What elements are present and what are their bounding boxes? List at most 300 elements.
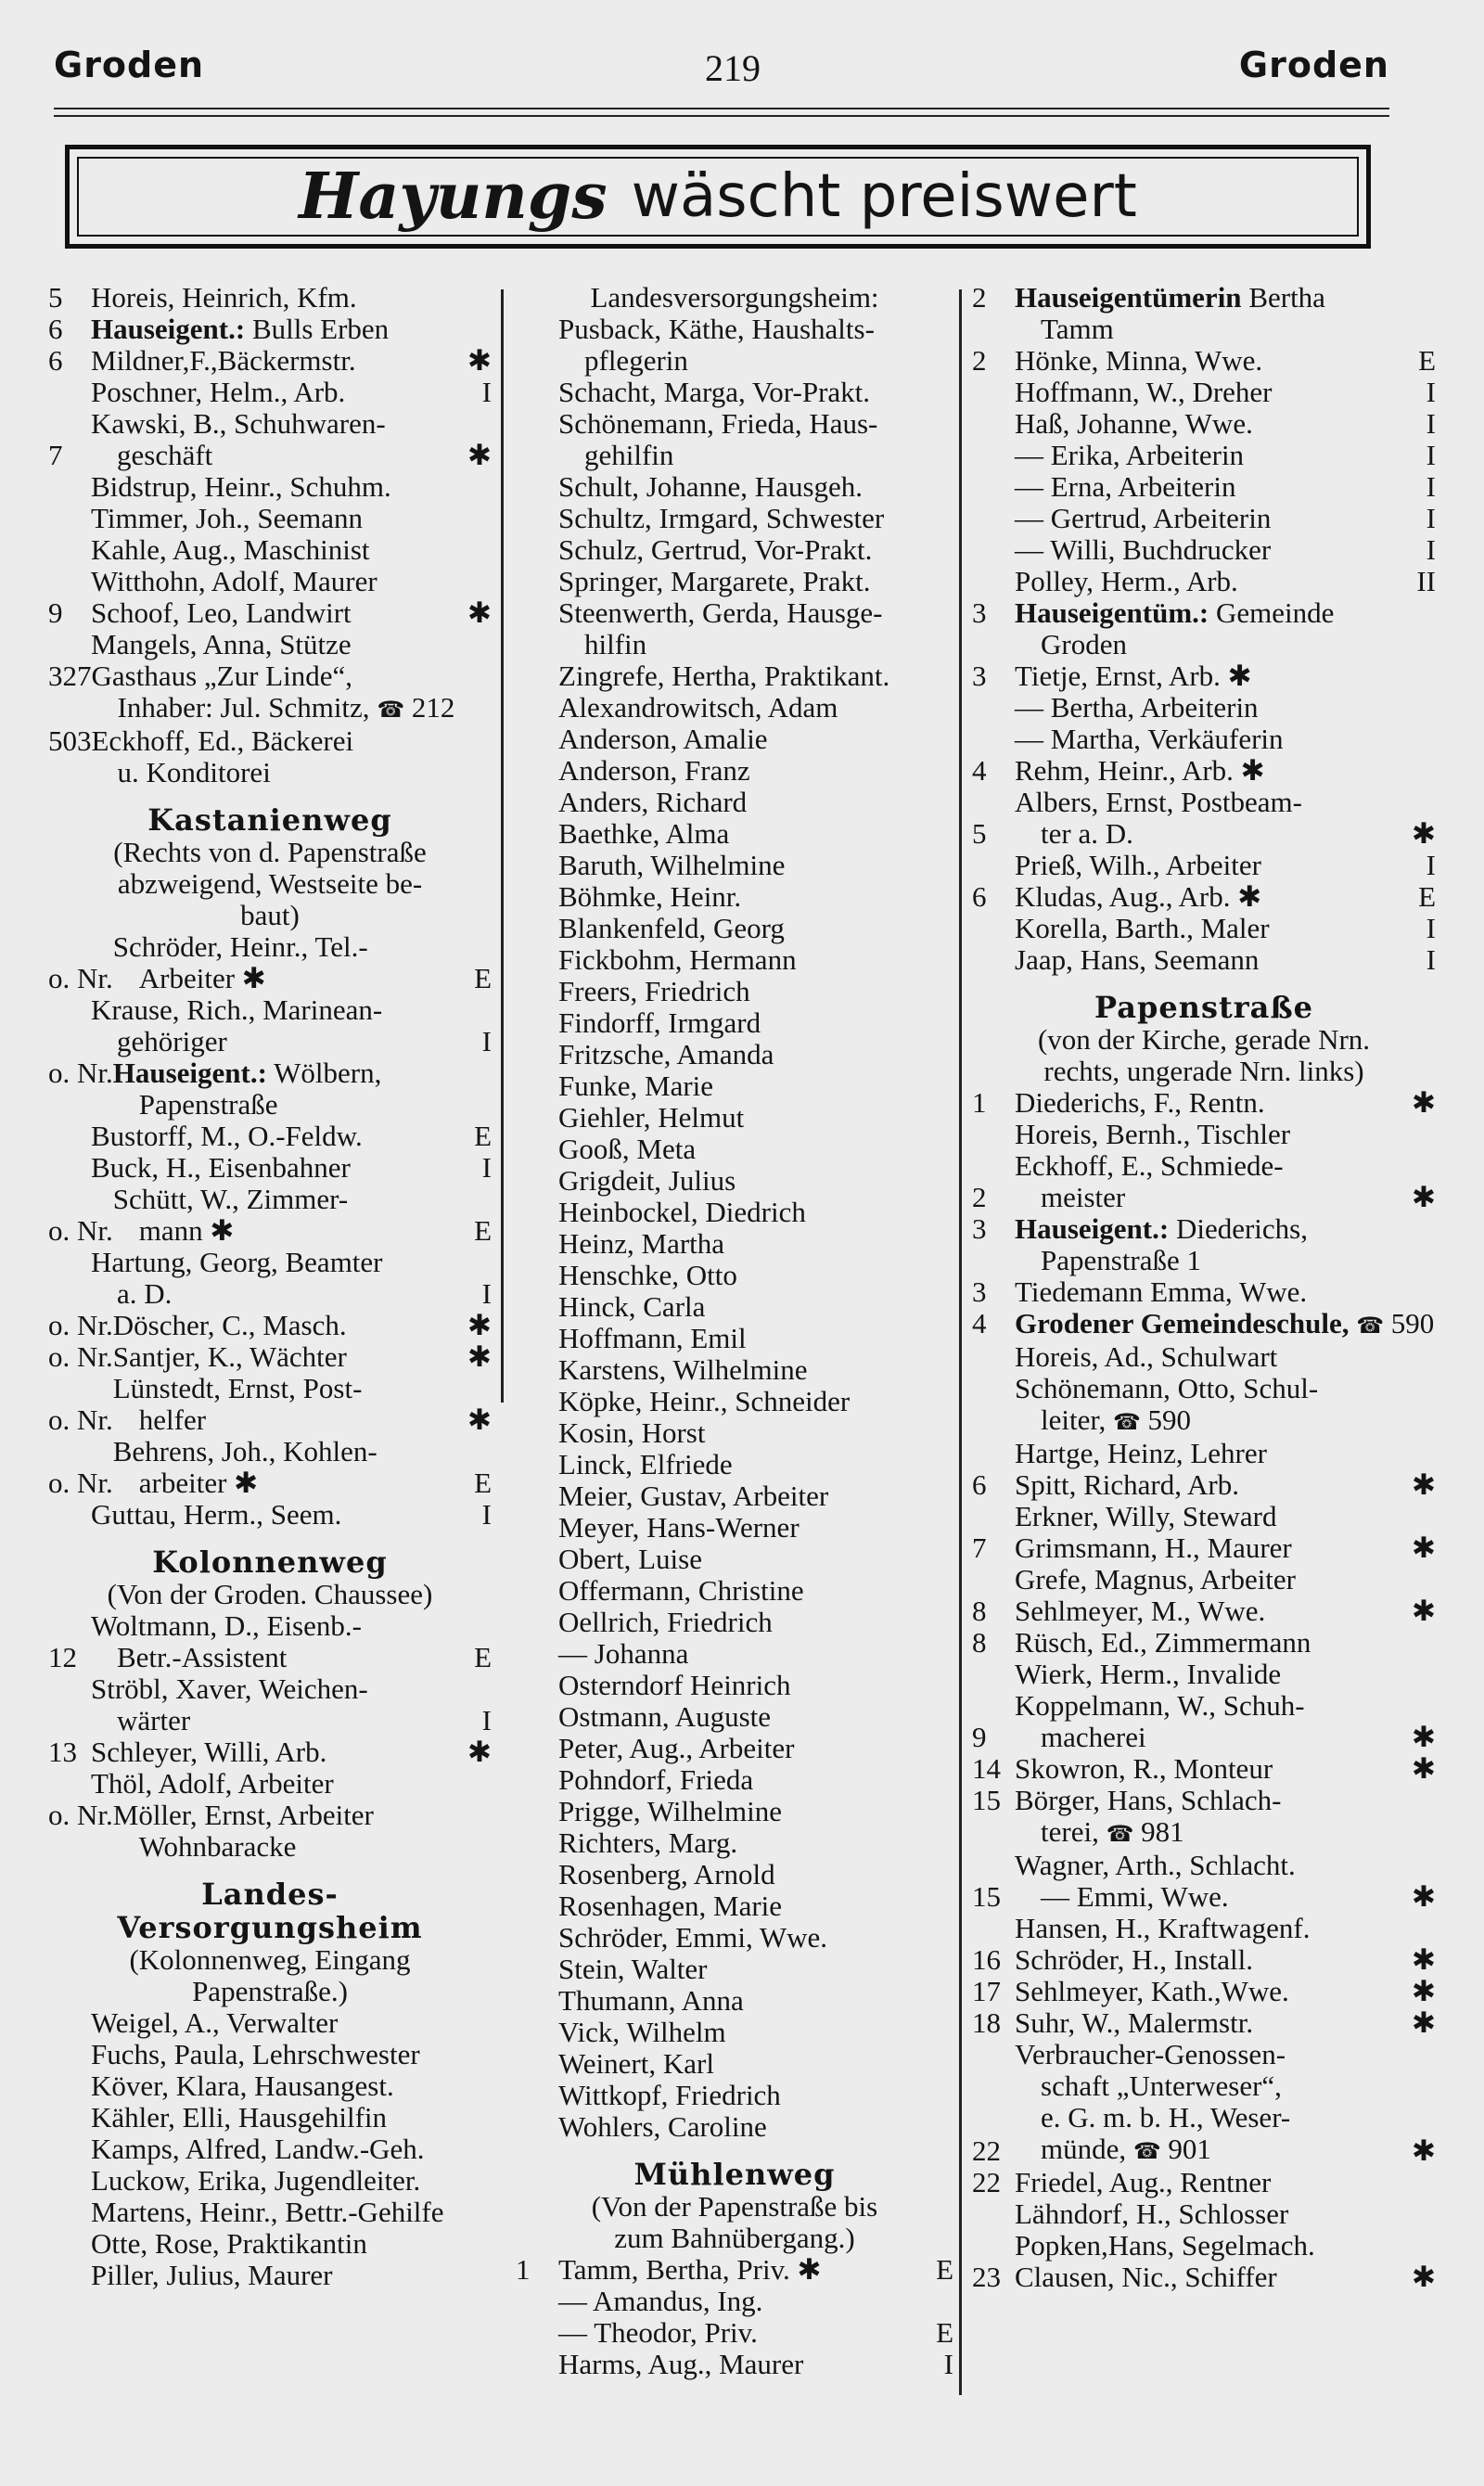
entry-line xyxy=(1015,724,1412,755)
entry-continuation xyxy=(1015,1881,1412,1913)
entry-line xyxy=(558,1859,929,1890)
house-number: 13 xyxy=(48,1736,77,1768)
entry-text xyxy=(91,2070,467,2102)
entry-continuation xyxy=(558,629,929,660)
directory-entry xyxy=(972,1976,1436,2007)
entry-marker: I xyxy=(481,1025,492,1057)
directory-entry xyxy=(516,944,953,976)
entry-marker: I xyxy=(481,376,492,408)
entry-text xyxy=(91,2165,467,2197)
entry-text xyxy=(1015,534,1412,566)
directory-entry xyxy=(972,1373,1436,1438)
entry-name: Pusback, Käthe, Haushalts- xyxy=(558,313,875,345)
house-number: o. Nr. xyxy=(48,1467,113,1499)
entry-continuation xyxy=(113,1089,467,1121)
entry-line xyxy=(558,1007,929,1039)
entry-text xyxy=(558,534,929,566)
entry-continuation xyxy=(558,345,929,377)
entry-line xyxy=(558,1512,929,1544)
entry-continuation xyxy=(91,1278,467,1310)
entry-text xyxy=(91,2134,467,2165)
entry-name: Horeis, Ad., Schulwart xyxy=(1015,1340,1278,1373)
directory-entry xyxy=(516,314,953,377)
entry-continuation xyxy=(1015,314,1412,345)
entry-line xyxy=(91,1768,467,1800)
entry-text xyxy=(91,2007,467,2039)
entry-bold-label: Hauseigent.: xyxy=(91,313,246,345)
entry-continuation-text: u. Konditorei xyxy=(117,756,271,788)
entry-text xyxy=(1015,724,1412,755)
entry-continuation xyxy=(1015,1245,1412,1276)
entry-line xyxy=(558,1670,929,1701)
entry-marker: ✱ xyxy=(467,439,492,471)
entry-line xyxy=(91,503,467,534)
entry-name: — Erika, Arbeiterin xyxy=(1015,439,1245,471)
entry-name: Springer, Margarete, Prakt. xyxy=(558,565,871,597)
entry-line xyxy=(1015,1659,1412,1690)
entry-text xyxy=(113,1341,467,1373)
advertisement-inner-frame xyxy=(77,157,1359,237)
entry-line xyxy=(558,850,929,881)
entry-text xyxy=(558,850,929,881)
directory-entry xyxy=(972,2039,1436,2167)
entry-text xyxy=(113,1373,467,1436)
entry-marker: ✱ xyxy=(1412,2006,1436,2039)
entry-line xyxy=(558,597,929,629)
entry-text xyxy=(91,1152,467,1184)
entry-continuation-text: geschäft xyxy=(117,439,213,471)
house-number: 9 xyxy=(972,1721,987,1753)
directory-entry xyxy=(972,913,1436,944)
entry-name: Kähler, Elli, Hausgehilfin xyxy=(91,2101,388,2134)
entry-text xyxy=(558,1544,929,1575)
entry-marker: I xyxy=(1426,849,1436,881)
entry-marker: I xyxy=(481,1151,492,1184)
entry-name: Martens, Heinr., Bettr.-Gehilfe xyxy=(91,2196,444,2228)
entry-line xyxy=(558,1323,929,1354)
entry-line xyxy=(1015,566,1412,597)
entry-name: Heinbockel, Diedrich xyxy=(558,1196,806,1228)
entry-name: Friedel, Aug., Rentner xyxy=(1015,2166,1272,2198)
entry-name: Hansen, H., Kraftwagenf. xyxy=(1015,1912,1311,1944)
entry-bold-label: Grodener Gemeindeschule, xyxy=(1015,1307,1350,1339)
directory-entry xyxy=(972,566,1436,597)
directory-entry xyxy=(48,1436,492,1499)
entry-continuation-text: e. G. m. b. H., Weser- xyxy=(1041,2101,1291,2134)
street-description: (Von der Groden. Chaussee) xyxy=(107,1578,433,1610)
entry-text xyxy=(1015,1532,1412,1564)
entry-text xyxy=(91,282,467,314)
entry-continuation xyxy=(113,1404,467,1436)
directory-entry xyxy=(516,1134,953,1165)
entry-line xyxy=(91,2228,467,2260)
entry-line xyxy=(1015,1087,1412,1119)
house-number: 14 xyxy=(972,1752,1001,1785)
advertisement-slogan: wäscht preiswert xyxy=(631,162,1137,231)
entry-continuation xyxy=(91,1705,467,1736)
entry-line xyxy=(92,660,468,692)
house-number: 23 xyxy=(972,2261,1001,2293)
entry-text xyxy=(91,314,467,345)
entry-text xyxy=(1015,440,1412,471)
directory-entry xyxy=(48,2197,492,2228)
directory-entry xyxy=(516,1386,953,1417)
entry-continuation-text: — Emmi, Wwe. xyxy=(1041,1880,1229,1913)
house-number: o. Nr. xyxy=(48,1057,113,1089)
entry-name: Hoffmann, W., Dreher xyxy=(1015,376,1273,408)
house-number: o. Nr. xyxy=(48,962,113,994)
entry-marker: II xyxy=(1416,565,1436,597)
directory-entry xyxy=(48,1673,492,1736)
directory-entry xyxy=(48,314,492,345)
entry-text xyxy=(91,1499,467,1531)
entry-line xyxy=(1015,377,1412,408)
entry-line xyxy=(91,2102,467,2134)
entry-line xyxy=(558,2286,929,2317)
street-description: (Kolonnenweg, Eingang xyxy=(129,1943,411,1976)
directory-entry xyxy=(972,1276,1436,1308)
house-number: 6 xyxy=(48,344,63,377)
directory-entry xyxy=(516,724,953,755)
entry-line xyxy=(1015,1785,1412,1816)
entry-text xyxy=(1015,660,1412,692)
directory-entry xyxy=(48,629,492,660)
directory-entry xyxy=(516,1354,953,1386)
entry-name: Fritzsche, Amanda xyxy=(558,1038,774,1070)
directory-entry xyxy=(516,1039,953,1070)
page-number: 219 xyxy=(705,47,761,89)
directory-entry xyxy=(48,1499,492,1531)
entry-marker: ✱ xyxy=(467,1309,492,1341)
entry-text xyxy=(1015,1276,1412,1308)
entry-continuation-text: Groden xyxy=(1041,628,1127,660)
directory-entry xyxy=(516,1291,953,1323)
entry-text xyxy=(558,2254,929,2286)
entry-name: Rosenhagen, Marie xyxy=(558,1890,783,1922)
directory-entry xyxy=(516,1701,953,1733)
entry-name: Börger, Hans, Schlach- xyxy=(1015,1784,1282,1816)
entry-line xyxy=(558,1260,929,1291)
entry-line xyxy=(1015,503,1412,534)
directory-entry xyxy=(972,534,1436,566)
directory-entry xyxy=(48,1184,492,1247)
entry-name: Pohndorf, Frieda xyxy=(558,1763,754,1796)
directory-entry xyxy=(972,850,1436,881)
entry-line xyxy=(113,1184,467,1215)
entry-name: Köpke, Heinr., Schneider xyxy=(558,1385,851,1417)
entry-line xyxy=(558,2080,929,2111)
entry-continuation xyxy=(1015,629,1412,660)
entry-text xyxy=(558,1134,929,1165)
entry-text xyxy=(91,566,467,597)
directory-entry xyxy=(48,1610,492,1673)
entry-name: Lünstedt, Ernst, Post- xyxy=(112,1372,363,1404)
directory-entry xyxy=(48,1152,492,1184)
house-number: o. Nr. xyxy=(48,1799,113,1831)
directory-entry xyxy=(516,1102,953,1134)
house-number: o. Nr. xyxy=(48,1403,113,1436)
directory-entry xyxy=(48,2007,492,2039)
directory-entry xyxy=(516,913,953,944)
house-number: 503 xyxy=(48,724,92,757)
house-number: 2 xyxy=(972,1181,987,1213)
entry-line xyxy=(1015,913,1412,944)
directory-entry xyxy=(48,931,492,994)
entry-marker: ✱ xyxy=(1412,1721,1436,1753)
entry-text xyxy=(91,377,467,408)
entry-text xyxy=(91,1736,467,1768)
entry-name: Kawski, B., Schuhwaren- xyxy=(91,407,386,440)
entry-name: Horeis, Heinrich, Kfm. xyxy=(91,281,357,314)
entry-continuation xyxy=(1015,2070,1412,2102)
entry-marker: I xyxy=(1426,439,1436,471)
entry-marker: I xyxy=(1426,407,1436,440)
directory-entry xyxy=(48,2134,492,2165)
entry-line xyxy=(1015,1373,1412,1404)
entry-continuation-text: Betr.-Assistent xyxy=(117,1641,288,1673)
entry-line xyxy=(1015,1850,1412,1881)
entry-name: Hartge, Heinz, Lehrer xyxy=(1015,1437,1267,1469)
entry-text xyxy=(1015,2039,1412,2167)
directory-entry xyxy=(972,2007,1436,2039)
directory-entry xyxy=(972,724,1436,755)
entry-line xyxy=(558,1134,929,1165)
directory-entry xyxy=(516,597,953,660)
house-number: 1 xyxy=(516,2253,531,2286)
entry-text xyxy=(558,1354,929,1386)
entry-continuation-text: terei, xyxy=(1041,1815,1099,1848)
directory-entry xyxy=(48,503,492,534)
entry-text xyxy=(558,1480,929,1512)
advertisement-banner xyxy=(65,145,1371,249)
house-number: 22 xyxy=(972,2166,1001,2198)
directory-entry xyxy=(48,534,492,566)
street-description: baut) xyxy=(240,899,300,931)
entry-text xyxy=(558,1291,929,1323)
entry-line xyxy=(558,1165,929,1197)
entry-name: Wittkopf, Friedrich xyxy=(558,2079,781,2111)
entry-line xyxy=(1015,1532,1412,1564)
entry-line xyxy=(558,1197,929,1228)
entry-text xyxy=(91,534,467,566)
entry-continuation xyxy=(113,1467,467,1499)
entry-text xyxy=(1015,692,1412,724)
entry-line xyxy=(558,1922,929,1954)
directory-entry xyxy=(516,1512,953,1544)
entry-marker: E xyxy=(474,1467,492,1499)
entry-line xyxy=(558,1733,929,1764)
street-heading: Versorgungsheim xyxy=(117,1910,423,1945)
entry-continuation xyxy=(91,1026,467,1057)
entry-name: Ströbl, Xaver, Weichen- xyxy=(91,1672,368,1705)
entry-name: Oellrich, Friedrich xyxy=(558,1606,773,1638)
column-3 xyxy=(972,282,1436,2293)
entry-continuation-text: wärter xyxy=(117,1704,191,1736)
house-number: 5 xyxy=(972,817,987,850)
entry-line xyxy=(558,2017,929,2048)
street-heading: Landes- xyxy=(201,1877,339,1912)
entry-line xyxy=(91,2007,467,2039)
directory-entry xyxy=(516,1670,953,1701)
directory-entry xyxy=(516,503,953,534)
entry-name: Tietje, Ernst, Arb. ✱ xyxy=(1015,660,1252,692)
entry-continuation xyxy=(1015,2134,1412,2167)
entry-text xyxy=(91,503,467,534)
entry-name: Ostmann, Auguste xyxy=(558,1700,772,1733)
entry-marker: I xyxy=(481,1498,492,1531)
entry-text xyxy=(558,1260,929,1291)
entry-name: Harms, Aug., Maurer xyxy=(558,2348,804,2380)
directory-entry xyxy=(48,1121,492,1152)
entry-name: Diederichs, F., Rentn. xyxy=(1015,1086,1265,1119)
entry-line xyxy=(558,881,929,913)
column-divider-right xyxy=(959,289,962,2395)
entry-text xyxy=(113,1057,467,1121)
entry-text xyxy=(1015,1976,1412,2007)
entry-name: — Gertrud, Arbeiterin xyxy=(1015,502,1272,534)
column-divider-left xyxy=(501,289,504,1403)
entry-name: Vick, Wilhelm xyxy=(558,2016,726,2048)
entry-continuation-text: Wohnbaracke xyxy=(138,1830,297,1863)
directory-entry xyxy=(516,1733,953,1764)
entry-marker: ✱ xyxy=(467,1340,492,1373)
directory-entry xyxy=(516,2048,953,2080)
entry-name: Anderson, Franz xyxy=(558,754,750,787)
house-number: 3 xyxy=(972,660,987,692)
directory-entry xyxy=(516,1228,953,1260)
directory-entry xyxy=(516,377,953,408)
entry-marker: E xyxy=(1418,880,1436,913)
entry-text xyxy=(558,1417,929,1449)
entry-line xyxy=(1015,755,1412,787)
entry-text xyxy=(1015,408,1412,440)
directory-entry xyxy=(516,1922,953,1954)
entry-marker: ✱ xyxy=(1412,1595,1436,1627)
entry-name: Rosenberg, Arnold xyxy=(558,1858,775,1890)
directory-entry xyxy=(972,1087,1436,1119)
directory-entry xyxy=(972,660,1436,692)
entry-text xyxy=(113,1184,467,1247)
directory-entry xyxy=(48,1373,492,1436)
entry-marker: ✱ xyxy=(467,1736,492,1768)
entry-line xyxy=(91,1152,467,1184)
entry-text xyxy=(1015,1595,1412,1627)
entry-text xyxy=(1015,503,1412,534)
directory-entry xyxy=(972,282,1436,345)
directory-entry xyxy=(516,1607,953,1638)
directory-entry xyxy=(972,1913,1436,1944)
entry-continuation xyxy=(1015,1182,1412,1213)
entry-text xyxy=(558,1165,929,1197)
directory-entry xyxy=(516,850,953,881)
street-description: zum Bahnübergang.) xyxy=(614,2222,855,2254)
entry-name: Henschke, Otto xyxy=(558,1259,737,1291)
house-number: 17 xyxy=(972,1975,1001,2007)
house-number: o. Nr. xyxy=(48,1214,113,1247)
entry-text xyxy=(1015,1438,1412,1469)
entry-text xyxy=(113,931,467,994)
entry-line xyxy=(1015,2262,1412,2293)
entry-text xyxy=(558,1670,929,1701)
entry-text xyxy=(91,1121,467,1152)
entry-text xyxy=(558,1607,929,1638)
entry-name: Schacht, Marga, Vor-Prakt. xyxy=(558,376,871,408)
directory-entry xyxy=(516,1954,953,1985)
header-rule xyxy=(54,108,1389,109)
entry-text xyxy=(558,1007,929,1039)
entry-marker: I xyxy=(943,2348,953,2380)
entry-text xyxy=(558,314,929,377)
entry-continuation xyxy=(91,440,467,471)
directory-entry xyxy=(972,1564,1436,1595)
entry-name: Gooß, Meta xyxy=(558,1133,697,1165)
entry-name: Schult, Johanne, Hausgeh. xyxy=(558,470,864,503)
entry-name: Polley, Herm., Arb. xyxy=(1015,565,1238,597)
entry-continuation-text: hilfin xyxy=(584,628,647,660)
entry-name: Schütt, W., Zimmer- xyxy=(112,1183,349,1215)
entry-text xyxy=(1015,913,1412,944)
entry-name: Rehm, Heinr., Arb. ✱ xyxy=(1015,754,1265,787)
entry-name: — Theodor, Priv. xyxy=(558,2316,758,2349)
entry-name: Grimsmann, H., Maurer xyxy=(1015,1531,1292,1564)
entry-continuation-text: münde, xyxy=(1041,2133,1127,2165)
entry-line xyxy=(1015,408,1412,440)
telephone-number: 901 xyxy=(1168,2133,1211,2165)
directory-entry xyxy=(48,1768,492,1800)
entry-line xyxy=(558,1386,929,1417)
telephone-number: 981 xyxy=(1141,1815,1184,1848)
entry-line xyxy=(1015,850,1412,881)
house-number: 3 xyxy=(972,596,987,629)
directory-entry xyxy=(48,994,492,1057)
entry-name: Popken,Hans, Segelmach. xyxy=(1015,2229,1315,2262)
entry-text xyxy=(1015,1501,1412,1532)
entry-name: Schultz, Irmgard, Schwester xyxy=(558,502,885,534)
entry-text xyxy=(558,660,929,692)
entry-name: Behrens, Joh., Kohlen- xyxy=(112,1435,377,1467)
entry-name: Wölbern, xyxy=(266,1057,382,1089)
entry-name: Hönke, Minna, Wwe. xyxy=(1015,344,1263,377)
entry-text xyxy=(1015,1659,1412,1690)
entry-name: Sehlmeyer, Kath.,Wwe. xyxy=(1015,1975,1289,2007)
directory-entry xyxy=(972,1213,1436,1276)
entry-line xyxy=(558,660,929,692)
entry-name: — Willi, Buchdrucker xyxy=(1015,533,1272,566)
entry-text xyxy=(1015,1119,1412,1150)
entry-text xyxy=(91,597,467,629)
street-description: (Von der Papenstraße bis xyxy=(591,2190,878,2223)
house-number: 9 xyxy=(48,596,63,629)
entry-name: Schönemann, Frieda, Haus- xyxy=(558,407,878,440)
directory-entry xyxy=(48,2102,492,2134)
entry-name: Hartung, Georg, Beamter xyxy=(91,1246,383,1278)
entry-name: Findorff, Irmgard xyxy=(558,1006,761,1039)
directory-entry xyxy=(972,1308,1436,1341)
entry-name: Schulz, Gertrud, Vor-Prakt. xyxy=(558,533,873,566)
entry-name: Weigel, A., Verwalter xyxy=(91,2006,339,2039)
directory-entry xyxy=(972,1595,1436,1627)
directory-entry xyxy=(516,408,953,471)
entry-line xyxy=(1015,787,1412,818)
directory-entry xyxy=(48,1800,492,1863)
entry-line xyxy=(1015,1341,1412,1373)
entry-line xyxy=(113,1800,467,1831)
entry-text xyxy=(1015,597,1412,660)
entry-name: Meier, Gustav, Arbeiter xyxy=(558,1480,829,1512)
directory-entry xyxy=(48,377,492,408)
entry-name: Möller, Ernst, Arbeiter xyxy=(112,1799,374,1831)
entry-name: Freers, Friedrich xyxy=(558,975,750,1007)
